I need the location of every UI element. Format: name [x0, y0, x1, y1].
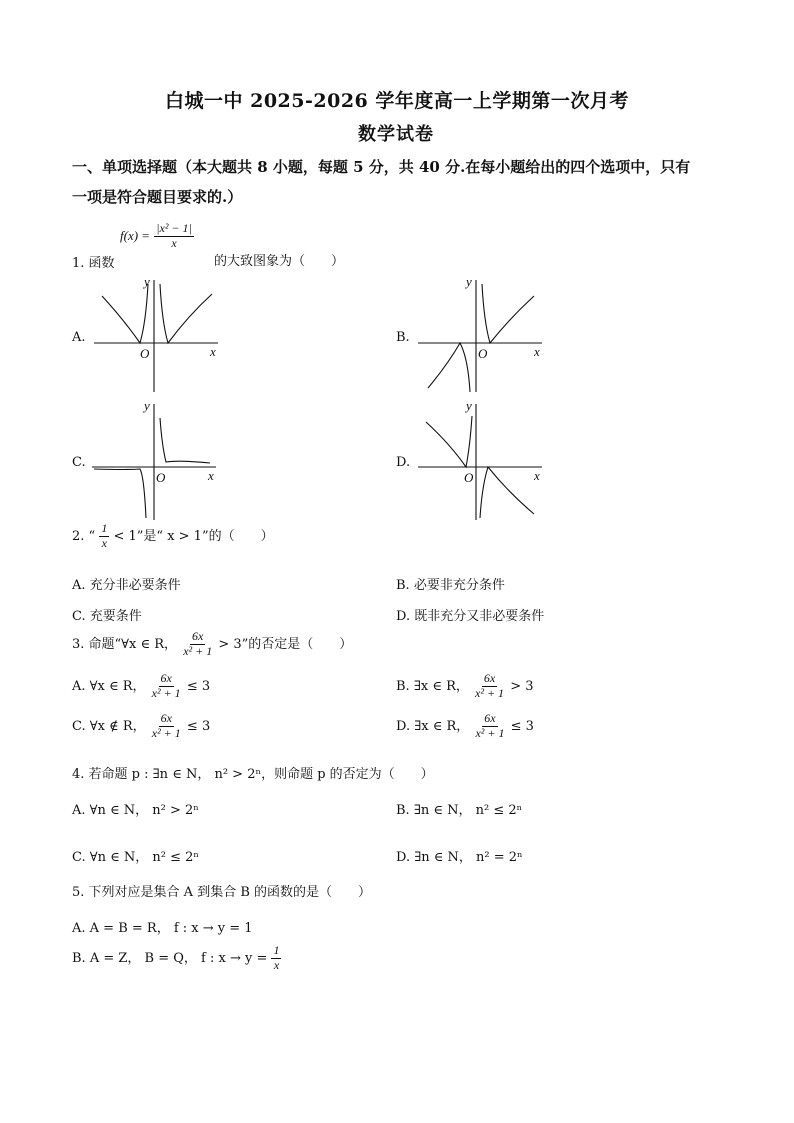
q1-func-lhs: f(x) =: [120, 227, 151, 243]
q1-graph-a-x-label: x: [210, 344, 216, 359]
q5-option-b-fraction: [271, 944, 281, 973]
q2-fraction-numerator: 1: [101, 521, 108, 535]
q4-option-c: C. ∀n ∈ N， n² ≤ 2ⁿ: [72, 850, 199, 865]
q1-graph-b: [412, 272, 552, 396]
q1-number: 1. 函数: [72, 256, 115, 271]
q3-option-b-label: B. ∃x ∈ R，: [396, 678, 469, 694]
q1-graph-b-origin: O: [478, 346, 488, 361]
q1-stem-tail: 的大致图象为（ ）: [214, 254, 345, 269]
q1-graph-a: [88, 272, 228, 396]
q3-fraction-denominator: x² + 1: [183, 643, 213, 658]
q2-option-a: A. 充分非必要条件: [72, 578, 181, 593]
q1-option-b-label: B.: [396, 330, 410, 345]
q3-option-b-fraction: [473, 672, 506, 701]
q1-func-numerator: |x² − 1|: [156, 221, 192, 235]
q3-option-d-numerator: 6x: [484, 711, 496, 725]
q3-option-d-fraction: [473, 712, 506, 741]
q3-option-a-label: A. ∀x ∈ R，: [72, 678, 146, 694]
q3-option-c-denominator: x² + 1: [151, 725, 181, 740]
q2-option-d: D. 既非充分又非必要条件: [396, 609, 545, 624]
q3-option-d: [396, 712, 534, 741]
q3-option-a-denominator: x² + 1: [151, 685, 181, 700]
q1-graph-a-y-label: y: [144, 274, 150, 289]
exam-title: 白城一中 2025-2026 学年度高一上学期第一次月考: [165, 90, 629, 112]
q3-option-c: [72, 712, 210, 741]
q3-option-b: [396, 672, 534, 701]
q1-graph-b-y-label: y: [466, 274, 472, 289]
q4-option-b: B. ∃n ∈ N， n² ≤ 2ⁿ: [396, 803, 523, 818]
q3-stem: [72, 630, 352, 659]
q1-option-c-label: C.: [72, 455, 86, 470]
q3-option-a-relation: ≤ 3: [186, 678, 211, 694]
q3-fraction-numerator: 6x: [192, 629, 204, 643]
q3-option-d-denominator: x² + 1: [475, 725, 505, 740]
q3-option-c-fraction: [150, 712, 183, 741]
q2-option-c: C. 充要条件: [72, 609, 142, 624]
q5-option-b-numerator: 1: [273, 943, 280, 957]
q5-option-a: A. A = B = R， f : x → y = 1: [72, 921, 253, 936]
q3-option-a: [72, 672, 210, 701]
q2-option-b: B. 必要非充分条件: [396, 578, 505, 593]
q3-fraction: [181, 630, 214, 659]
section-heading-line2: 一项是符合题目要求的.）: [72, 188, 243, 206]
q3-option-b-relation: > 3: [510, 678, 534, 694]
q1-func-fraction: [154, 222, 194, 251]
q3-option-b-numerator: 6x: [483, 671, 496, 685]
q3-prefix: 3. 命题“∀x ∈ R，: [72, 636, 178, 652]
q4-option-a: A. ∀n ∈ N， n² > 2ⁿ: [72, 803, 199, 818]
q1-graph-c: [88, 396, 228, 522]
q3-option-a-numerator: 6x: [160, 671, 172, 685]
q5-stem: 5. 下列对应是集合 A 到集合 B 的函数的是（ ）: [72, 885, 372, 900]
section-heading-line1: 一、单项选择题（本大题共 8 小题，每题 5 分，共 40 分.在每小题给出的四个选项中，只有: [72, 158, 691, 176]
q1-option-d-label: D.: [396, 455, 411, 470]
q5-option-b: [72, 944, 281, 973]
q1-graph-c-x-label: x: [208, 468, 214, 483]
q3-option-a-fraction: [150, 672, 183, 701]
q3-option-b-denominator: x² + 1: [475, 685, 505, 700]
q5-option-b-denominator: x: [273, 957, 280, 972]
q3-option-d-label: D. ∃x ∈ R，: [396, 718, 470, 734]
q3-option-c-label: C. ∀x ∉ R，: [72, 718, 146, 734]
q4-stem: 4. 若命题 p : ∃n ∈ N， n² > 2ⁿ，则命题 p 的否定为（ ）: [72, 767, 434, 782]
q3-option-c-numerator: 6x: [160, 711, 172, 725]
q1-graph-c-origin: O: [156, 470, 166, 485]
q5-option-b-text: B. A = Z， B = Q， f : x → y =: [72, 950, 268, 966]
q1-graph-c-y-label: y: [144, 398, 150, 413]
q1-graph-a-origin: O: [140, 346, 150, 361]
q2-stem: [72, 522, 274, 551]
q2-prefix: 2. “: [72, 528, 96, 544]
q1-graph-d: [412, 396, 552, 522]
q1-func-denominator: x: [171, 235, 177, 250]
q1-function-display: [120, 222, 194, 251]
q1-graph-b-x-label: x: [534, 344, 540, 359]
q2-fraction-denominator: x: [101, 535, 107, 550]
q3-option-c-relation: ≤ 3: [186, 718, 211, 734]
exam-subtitle: 数学试卷: [358, 124, 434, 145]
q2-suffix: < 1”是“ x > 1”的（ ）: [113, 528, 274, 544]
q1-graph-d-x-label: x: [534, 468, 540, 483]
q1-graph-d-origin: O: [464, 470, 474, 485]
q2-fraction: [99, 522, 109, 551]
q1-option-a-label: A.: [72, 330, 86, 345]
q3-option-d-relation: ≤ 3: [510, 718, 534, 734]
q1-graph-d-y-label: y: [466, 398, 472, 413]
q4-option-d: D. ∃n ∈ N， n² = 2ⁿ: [396, 850, 523, 865]
q3-suffix: > 3”的否定是（ ）: [218, 636, 353, 652]
